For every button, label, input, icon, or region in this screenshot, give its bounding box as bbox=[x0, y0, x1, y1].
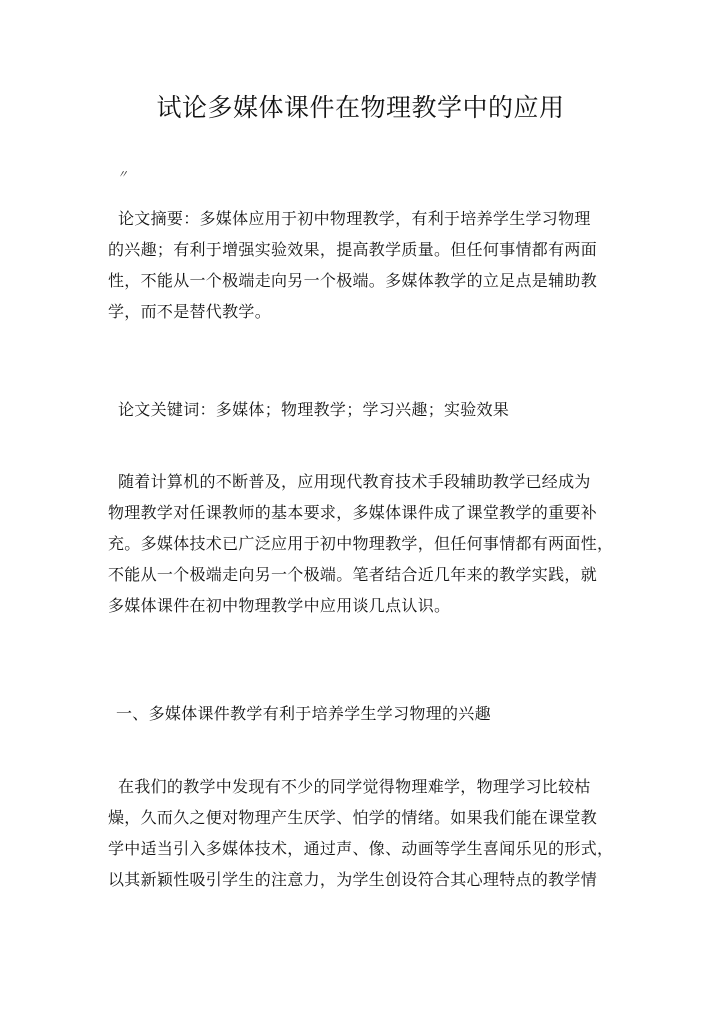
section1-line: 学中适当引入多媒体技术，通过声、像、动画等学生喜闻乐见的形式， bbox=[108, 839, 614, 858]
intro-paragraph bbox=[108, 466, 616, 621]
intro-line: 充。多媒体技术已广泛应用于初中物理教学，但任何事情都有两面性， bbox=[108, 534, 614, 553]
section1-line: 以其新颖性吸引学生的注意力，为学生创设符合其心理特点的教学情 bbox=[108, 870, 598, 889]
section1-heading-text: 一、多媒体课件教学有利于培养学生学习物理的兴趣 bbox=[116, 704, 491, 723]
intro-line: 随着计算机的不断普及，应用现代教育技术手段辅助教学已经成为 bbox=[118, 472, 591, 491]
intro-line: 物理教学对任课教师的基本要求，多媒体课件成了课堂教学的重要补 bbox=[108, 503, 598, 522]
section1-heading bbox=[108, 698, 616, 729]
section1-line: 燥，久而久之便对物理产生厌学、怕学的情绪。如果我们能在课堂教 bbox=[108, 808, 598, 827]
intro-line: 不能从一个极端走向另一个极端。笔者结合近几年来的教学实践，就 bbox=[108, 565, 598, 584]
abstract-line: 论文摘要：多媒体应用于初中物理教学，有利于培养学生学习物理 bbox=[118, 209, 591, 228]
section1-paragraph bbox=[108, 771, 616, 895]
abstract-line: 的兴趣；有利于增强实验效果，提高教学质量。但任何事情都有两面 bbox=[108, 240, 598, 259]
abstract-line: 学，而不是替代教学。 bbox=[108, 302, 272, 321]
abstract-paragraph bbox=[108, 203, 616, 327]
stray-mark: 〃 bbox=[117, 168, 128, 181]
section1-line: 在我们的教学中发现有不少的同学觉得物理难学，物理学习比较枯 bbox=[118, 777, 591, 796]
keywords-paragraph bbox=[108, 394, 616, 425]
document-title: 试论多媒体课件在物理教学中的应用 bbox=[156, 93, 565, 122]
keywords-line: 论文关键词：多媒体；物理教学；学习兴趣；实验效果 bbox=[118, 400, 510, 419]
intro-line: 多媒体课件在初中物理教学中应用谈几点认识。 bbox=[108, 596, 451, 615]
abstract-line: 性，不能从一个极端走向另一个极端。多媒体教学的立足点是辅助教 bbox=[108, 271, 598, 290]
